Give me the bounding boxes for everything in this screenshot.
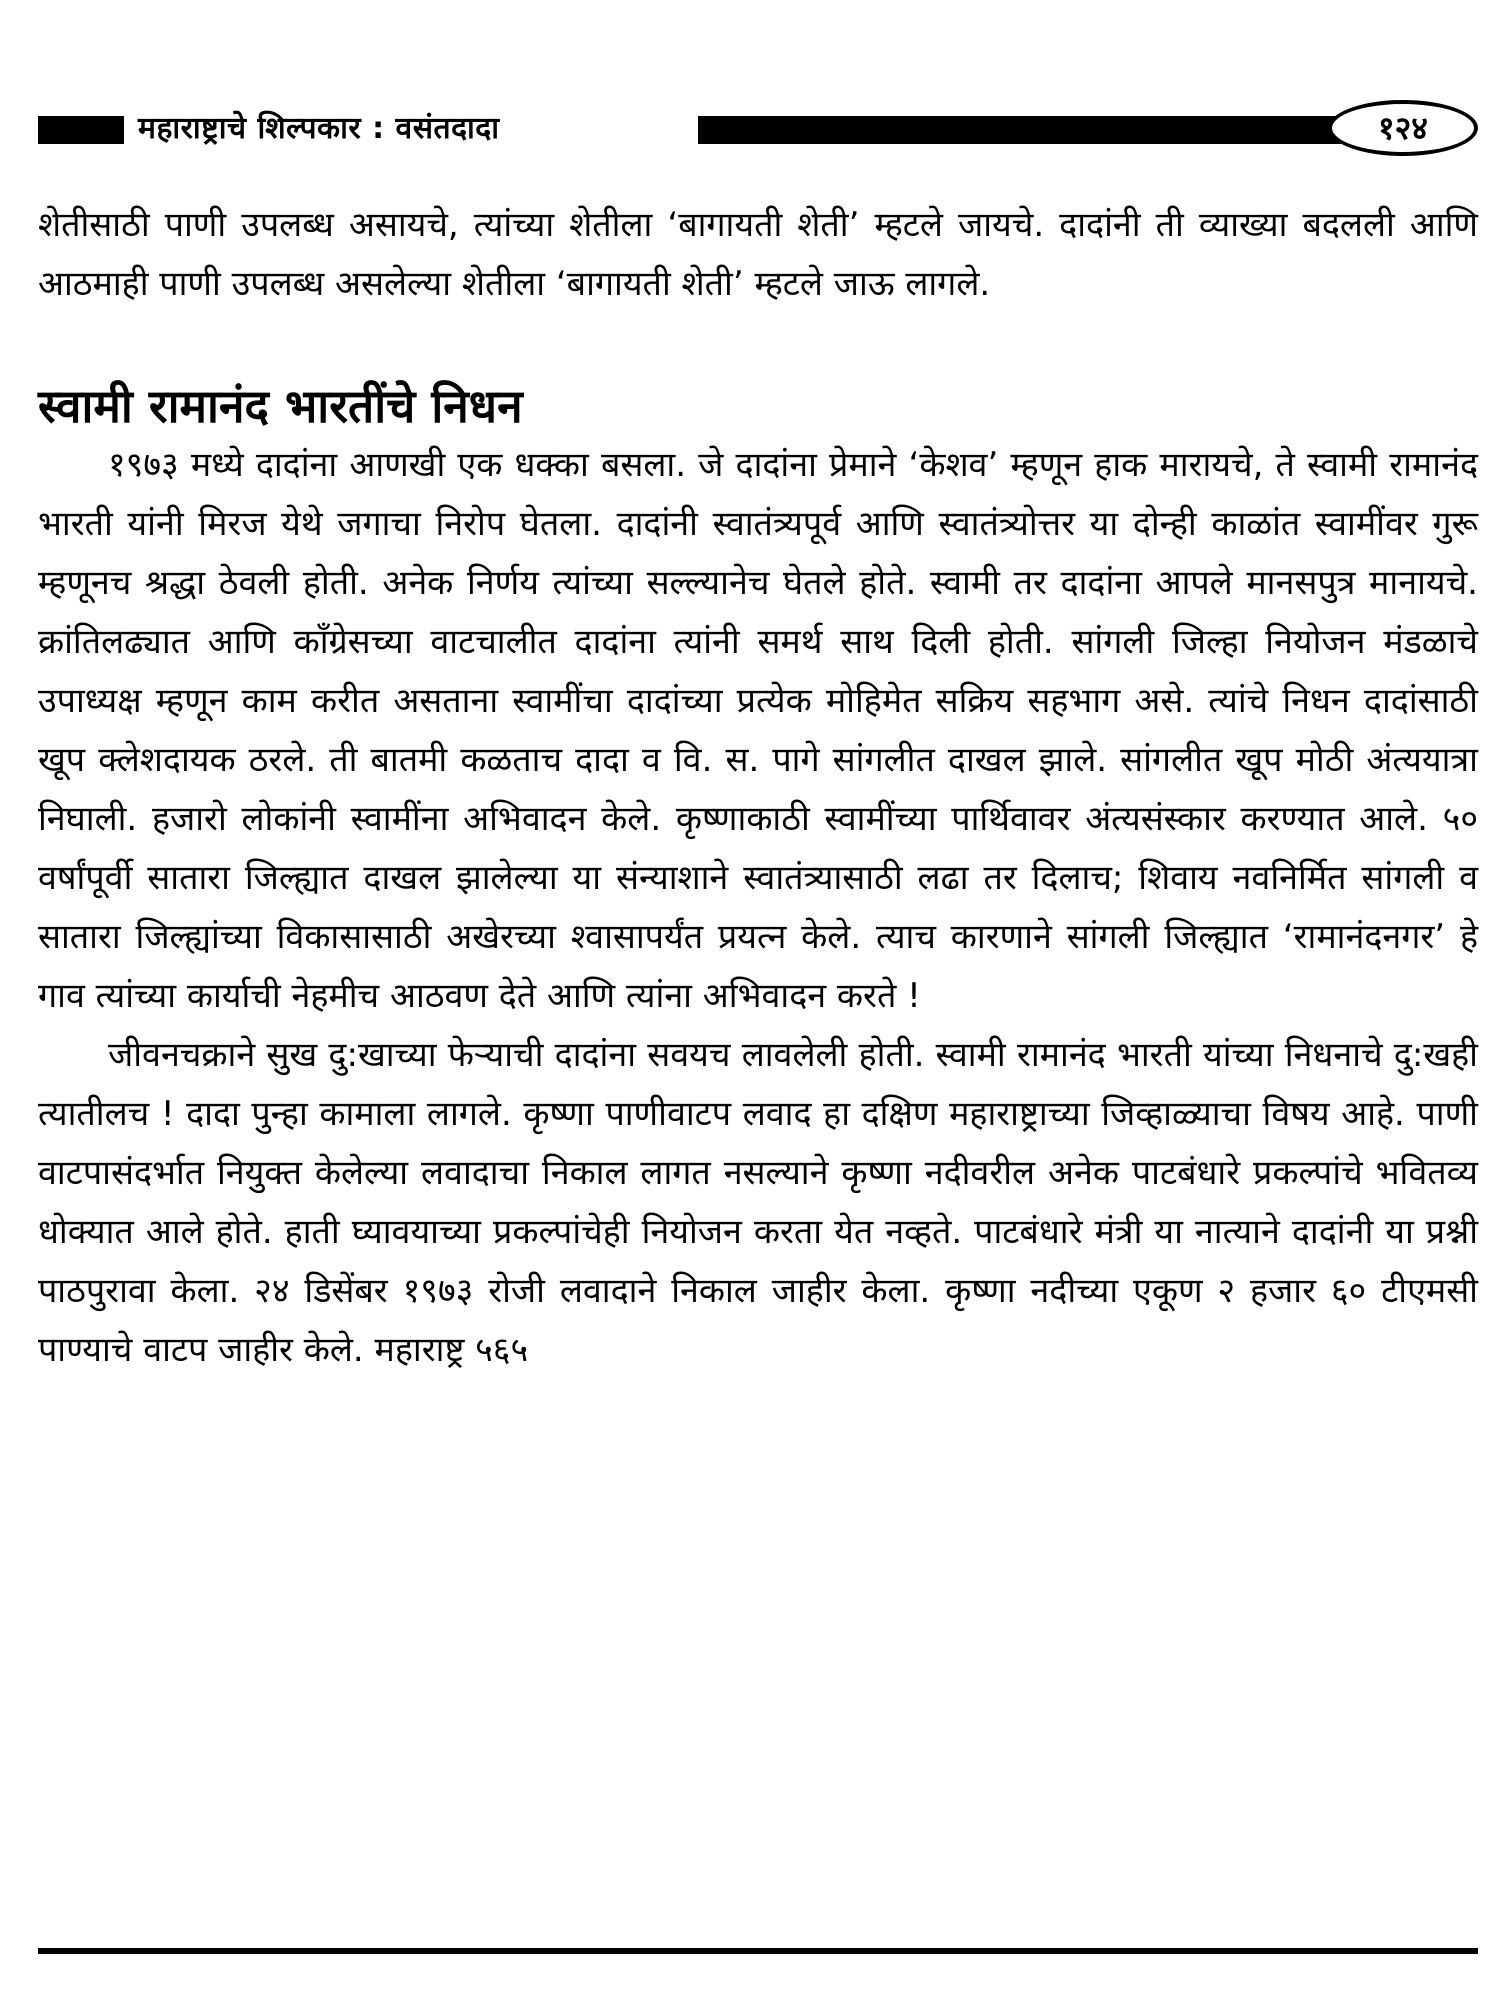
footer-rule (38, 1948, 1478, 1954)
running-title: महाराष्ट्राचे शिल्पकार : वसंतदादा (138, 111, 500, 146)
paragraph: जीवनचक्राने सुख दु:खाच्या फेऱ्याची दादांना सवयच लावलेली होती. स्वामी रामानंद भारती यांच्या निधनाचे दु:खही त्यातीलच ! दादा पुन्हा कामाला लागले. कृष्णा पाणीवाटप लवाद हा दक्षिण महाराष्ट्राच्या जिव्हाळ्याचा विषय आहे. पाणी वाटपासंदर्भात नियुक्त केलेल्या लवादाचा निकाल लागत नसल्याने कृष्णा नदीवरील अनेक पाटबंधारे प्रकल्पांचे भवितव्य धोक्यात आले होते. हाती घ्यावयाच्या प्रकल्पांचेही नियोजन करता येत नव्हते. पाटबंधारे मंत्री या नात्याने दादांनी या प्रश्नी पाठपुरावा केला. २४ डिसेंबर १९७३ रोजी लवादाने निकाल जाहीर केला. कृष्णा नदीच्या एकूण २ हजार ६० टीएमसी पाण्याचे वाटप जाहीर केले. महाराष्ट्र ५६५ (38, 1035, 1478, 1370)
page-header (38, 100, 1488, 160)
paragraph-continuation: शेतीसाठी पाणी उपलब्ध असायचे, त्यांच्या शेतीला ‘बागायती शेती’ म्हटले जायचे. दादांनी ती व्याख्या बदलली आणि आठमाही पाणी उपलब्ध असलेल्या शेतीला ‘बागायती शेती’ म्हटले जाऊ लागले. (38, 205, 1478, 304)
page-number: १२४ (1328, 100, 1478, 156)
header-bar-left (38, 116, 124, 144)
section-heading: स्वामी रामानंद भारतींचे निधन (38, 379, 523, 433)
paragraph: १९७३ मध्ये दादांना आणखी एक धक्का बसला. जे दादांना प्रेमाने ‘केशव’ म्हणून हाक मारायचे, ते स्वामी रामानंद भारती यांनी मिरज येथे जगाचा निरोप घेतला. दादांनी स्वातंत्र्यपूर्व आणि स्वातंत्र्योत्तर या दोन्ही काळांत स्वामींवर गुरू म्हणूनच श्रद्धा ठेवली होती. अनेक निर्णय त्यांच्या सल्ल्यानेच घेतले होते. स्वामी तर दादांना आपले मानसपुत्र मानायचे. क्रांतिलढ्यात आणि काँग्रेसच्या वाटचालीत दादांना त्यांनी समर्थ साथ दिली होती. सांगली जिल्हा नियोजन मंडळाचे उपाध्यक्ष म्हणून काम करीत असताना स्वामींचा दादांच्या प्रत्येक मोहिमेत सक्रिय सहभाग असे. त्यांचे निधन दादांसाठी खूप क्लेशदायक ठरले. ती बातमी कळताच दादा व वि. स. पागे सांगलीत दाखल झाले. सांगलीत खूप मोठी अंत्ययात्रा निघाली. हजारो लोकांनी स्वामींना अभिवादन केले. कृष्णाकाठी स्वामींच्या पार्थिवावर अंत्यसंस्कार करण्यात आले. ५० वर्षांपूर्वी सातारा जिल्ह्यात दाखल झालेल्या या संन्याशाने स्वातंत्र्यासाठी लढा तर दिलाच; शिवाय नवनिर्मित सांगली व सातारा जिल्ह्यांच्या विकासासाठी अखेरच्या श्वासापर्यंत प्रयत्न केले. त्याच कारणाने सांगली जिल्ह्यात ‘रामानंदनगर’ हे गाव त्यांच्या कार्याची नेहमीच आठवण देते आणि त्यांना अभिवादन करते ! (38, 445, 1478, 1016)
header-bar-right (698, 116, 1348, 144)
page-body (38, 196, 1478, 1380)
